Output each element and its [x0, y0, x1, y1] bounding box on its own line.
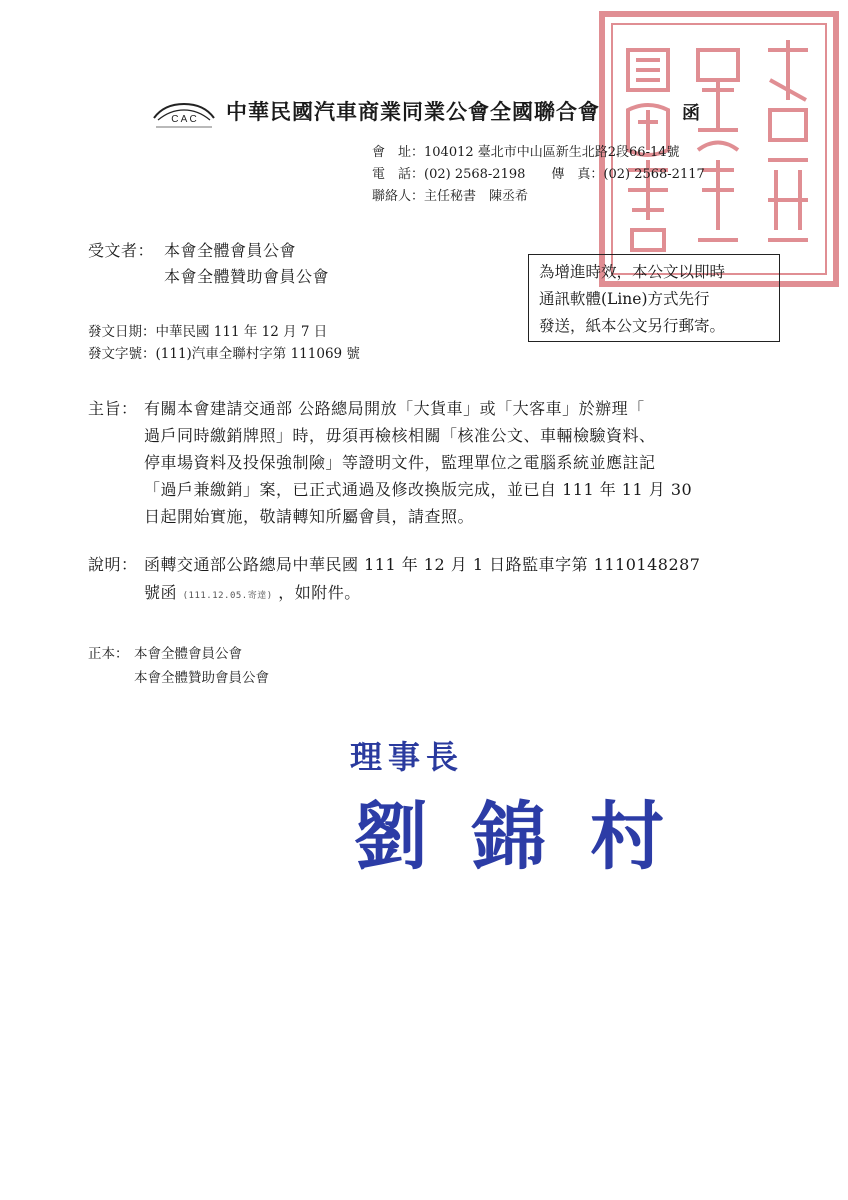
subject-line-2: 過戶同時繳銷牌照」時，毋須再檢核相關「核准公文、車輛檢驗資料、 [144, 426, 656, 445]
chairman-signature: 劉錦村 [354, 794, 708, 880]
copies-label: 正本： [88, 646, 129, 662]
explanation-line-1: 函轉交通部公路總局中華民國 111 年 12 月 1 日路監車字第 1110148287 [144, 555, 701, 574]
subject-line-5: 日起開始實施，敬請轉知所屬會員，請查照。 [144, 507, 475, 526]
cac-logo [150, 98, 218, 132]
subject-line-1: 有關本會建請交通部 公路總局開放「大貨車」或「大客車」於辦理「 [144, 399, 645, 418]
received-date-stamp: (111.12.05.寄達) [182, 591, 273, 601]
contact-person-line: 聯絡人：主任秘書 陳丞希 [372, 189, 529, 204]
subject-line-4: 「過戶兼繳銷」案，已正式通過及修改換版完成，並已自 111 年 11 月 30 [144, 480, 693, 499]
recipient-label: 受文者： [88, 241, 155, 260]
issue-date: 發文日期：中華民國 111 年 12 月 7 日 [88, 324, 328, 340]
address-line: 會 址：104012 臺北市中山區新生北路2段66-14號 [372, 145, 680, 160]
explanation-attachment: ，如附件。 [278, 583, 361, 602]
notice-line-3: 發送，紙本公文另行郵寄。 [539, 317, 726, 335]
line-notice-box [528, 254, 780, 342]
recipient-line-1: 本會全體會員公會 [164, 241, 297, 260]
subject-line-3: 停車場資料及投保強制險」等證明文件，監理單位之電腦系統並應註記 [144, 453, 656, 472]
subject-label: 主旨： [88, 399, 138, 418]
chairman-title: 理事長 [350, 738, 465, 776]
organization-title: 中華民國汽車商業同業公會全國聯合會 [226, 99, 600, 124]
notice-line-2: 通訊軟體(Line)方式先行 [539, 290, 710, 308]
explanation-label: 說明： [88, 555, 138, 574]
document-type: 函 [682, 103, 700, 124]
explanation-line-2 [144, 580, 361, 603]
notice-line-1: 為增進時效，本公文以即時 [539, 263, 726, 281]
recipient-line-2: 本會全體贊助會員公會 [164, 267, 330, 286]
copies-line-2: 本會全體贊助會員公會 [134, 670, 269, 686]
explanation-ref: 號函 [144, 583, 178, 602]
copies-line-1: 本會全體會員公會 [134, 646, 242, 662]
phone-fax-line: 電 話：(02) 2568-2198 傳 真：(02) 2568-2117 [372, 167, 705, 182]
logo-text: C A C [171, 114, 197, 125]
document-number: 發文字號：(111)汽車全聯村字第 111069 號 [88, 346, 360, 362]
